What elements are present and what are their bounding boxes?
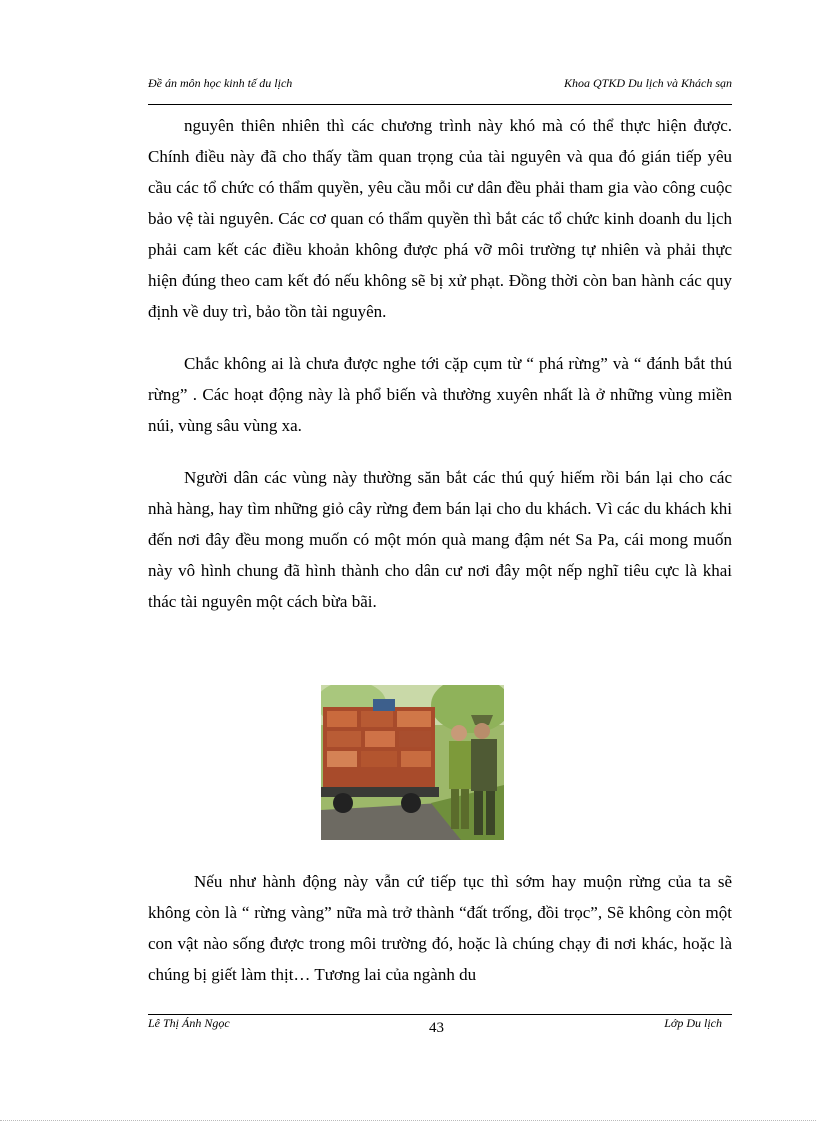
footer-class: Lớp Du lịch	[664, 1016, 722, 1030]
body-text-bottom	[148, 866, 732, 990]
paragraph-1: nguyên thiên nhiên thì các chương trình này khó mà có thể thực hiện được. Chính điều này đã cho thấy tầm quan trọng của tài nguyên và qua đó gián tiếp yêu cầu các tổ chức có thẩm quyền, yêu cầu mỗi cư dân đều phải tham gia vào công cuộc bảo vệ tài nguyên. Các cơ quan có thẩm quyền thì bắt các tổ chức kinh doanh du lịch phải cam kết các điều khoản không được phá vỡ môi trường tự nhiên và phải thực hiện đúng theo cam kết đó nếu không sẽ bị xử phạt. Đồng thời còn ban hành các quy định về duy trì, bảo tồn tài nguyên.	[148, 116, 732, 321]
header-course-title: Đề án môn học kinh tế du lịch	[148, 76, 293, 90]
footer-divider	[148, 1014, 732, 1015]
body-text-top	[148, 110, 732, 617]
header-faculty: Khoa QTKD Du lịch và Khách sạn	[564, 76, 732, 90]
paragraph-3: Người dân các vùng này thường săn bắt các thú quý hiếm rồi bán lại cho các nhà hàng, hay tìm những giỏ cây rừng đem bán lại cho du khách. Vì các du khách khi đến nơi đây đều mong muốn có một món quà mang đậm nét Sa Pa, cái mong muốn này vô hình chung đã hình thành cho dân cư nơi đây một nếp nghĩ tiêu cực là khai thác tài nguyên một cách bừa bãi.	[148, 468, 732, 611]
photo-logging-truck	[321, 685, 504, 840]
page-number: 43	[429, 1020, 444, 1036]
paragraph-2: Chắc không ai là chưa được nghe tới cặp cụm từ “ phá rừng” và “ đánh bắt thú rừng” . Các hoạt động này là phổ biến và thường xuyên nhất là ở những vùng miền núi, vùng sâu vùng xa.	[148, 354, 732, 435]
footer-author: Lê Thị Ánh Ngọc	[148, 1016, 230, 1030]
page-footer	[148, 1016, 732, 1040]
page-header	[148, 76, 732, 94]
page-edge-divider	[0, 1120, 816, 1121]
header-divider	[148, 104, 732, 105]
paragraph-4: Nếu như hành động này vẫn cứ tiếp tục thì sớm hay muộn rừng của ta sẽ không còn là “ rừng vàng” nữa mà trở thành “đất trống, đồi trọc”, Sẽ không còn một con vật nào sống được trong môi trường đó, hoặc là chúng chạy đi nơi khác, hoặc là chúng bị giết làm thịt… Tương lai của ngành du	[148, 872, 732, 984]
